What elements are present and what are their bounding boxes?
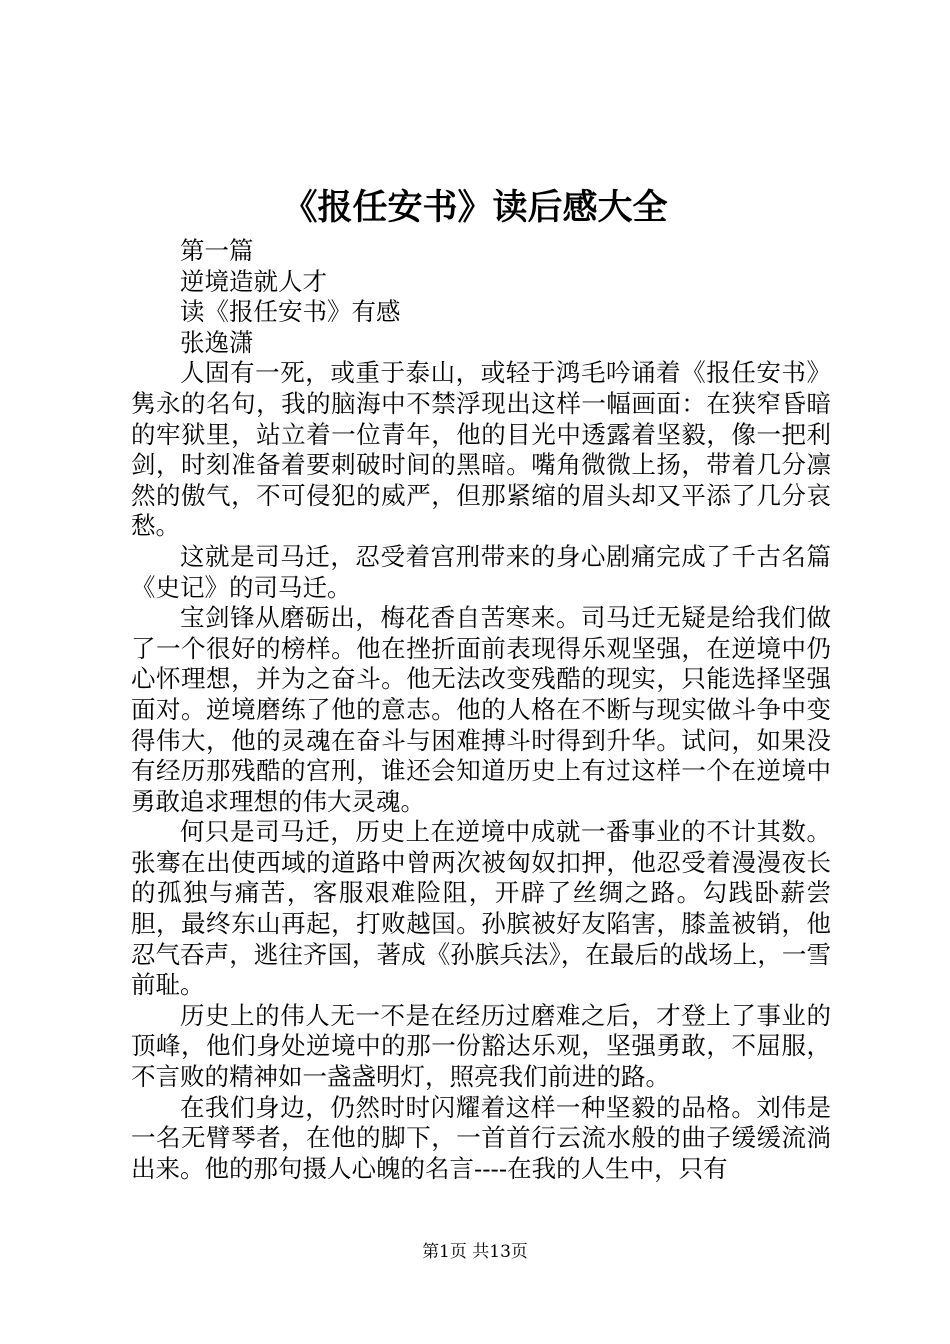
paragraph: 历史上的伟人无一不是在经历过磨难之后，才登上了事业的顶峰，他们身处逆境中的那一份豁达乐观，坚强勇敢，不屈服，不言败的精神如一盏盏明灯，照亮我们前进的路。 [131,1000,831,1092]
section-heading: 第一篇 [180,236,254,265]
paragraph: 这就是司马迁，忍受着宫刑带来的身心剧痛完成了千古名篇《史记》的司马迁。 [131,541,831,602]
essay-title: 逆境造就人才 [180,266,327,296]
paragraph: 人固有一死，或重于泰山，或轻于鸿毛吟诵着《报任安书》隽永的名句，我的脑海中不禁浮现出这样一幅画面：在狭窄昏暗的牢狱里，站立着一位青年，他的目光中透露着坚毅，像一把利剑，时刻准备着要刺破时间的黑暗。嘴角微微上扬，带着几分凛然的傲气，不可侵犯的威严，但那紧缩的眉头却又平添了几分哀愁。 [131,358,831,541]
page-title: 《报任安书》读后感大全 [282,187,668,228]
paragraph: 在我们身边，仍然时时闪耀着这样一种坚毅的品格。刘伟是一名无臂琴者，在他的脚下，一首首行云流水般的曲子缓缓流淌出来。他的那句摄人心魄的名言----在我的人生中，只有 [131,1092,831,1183]
document-body [131,236,831,1184]
essay-subtitle: 读《报任安书》有感 [180,297,401,327]
page-footer: 第1页 共13页 [422,1242,528,1262]
paragraph: 何只是司马迁，历史上在逆境中成就一番事业的不计其数。张骞在出使西域的道路中曾两次被匈奴扣押，他忍受着漫漫夜长的孤独与痛苦，客服艰难险阻，开辟了丝绸之路。勾践卧薪尝胆，最终东山再起，打败越国。孙膑被好友陷害，膝盖被销，他忍气吞声，逃往齐国，著成《孙膑兵法》，在最后的战场上，一雪前耻。 [131,817,831,1000]
author-name: 张逸潇 [180,327,254,357]
paragraph: 宝剑锋从磨砺出，梅花香自苦寒来。司马迁无疑是给我们做了一个很好的榜样。他在挫折面前表现得乐观坚强，在逆境中仍心怀理想，并为之奋斗。他无法改变残酷的现实，只能选择坚强面对。逆境磨练了他的意志。他的人格在不断与现实做斗争中变得伟大，他的灵魂在奋斗与困难搏斗时得到升华。试问，如果没有经历那残酷的宫刑，谁还会知道历史上有过这样一个在逆境中勇敢追求理想的伟大灵魂。 [131,603,831,816]
